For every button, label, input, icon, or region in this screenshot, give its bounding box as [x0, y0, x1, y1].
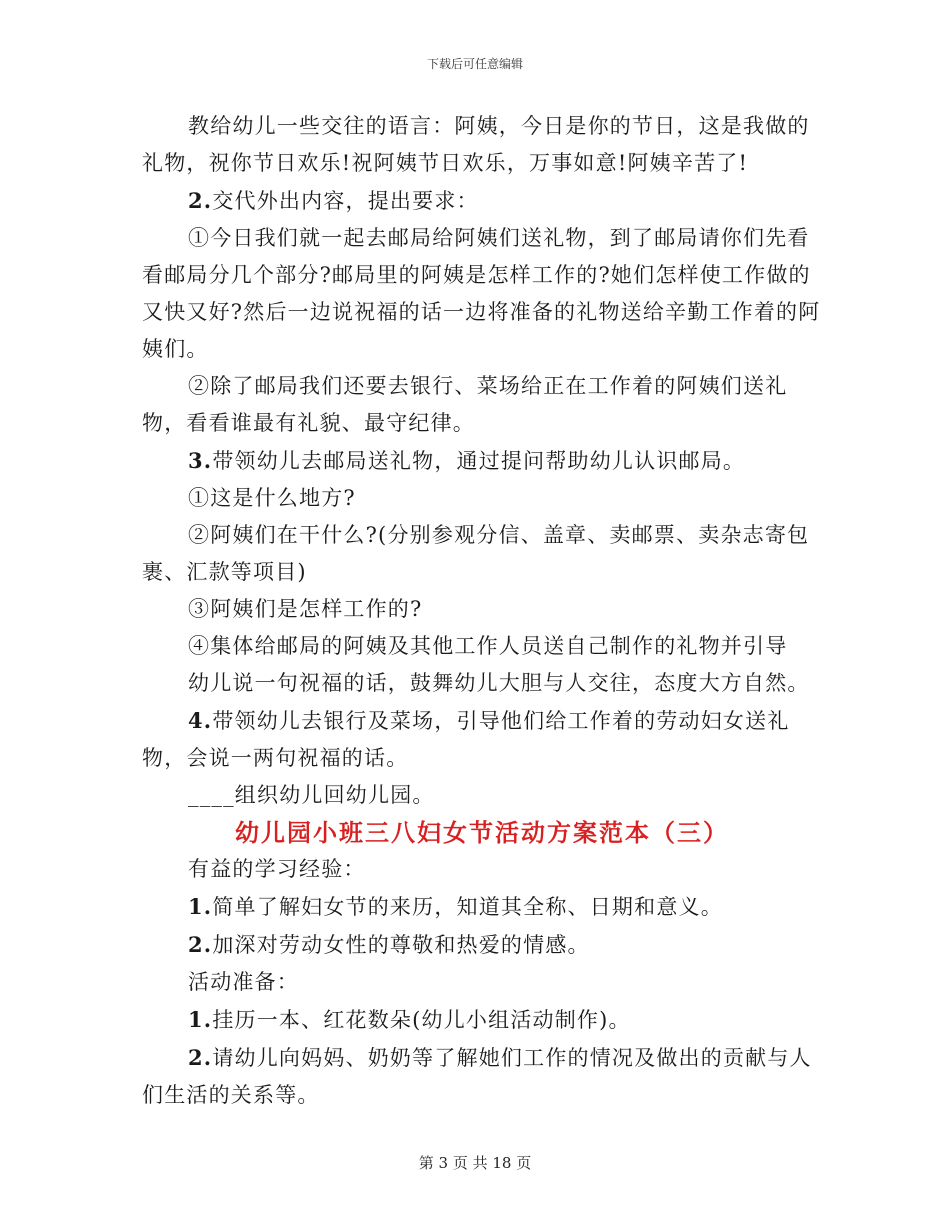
paragraph-text: 挂历一本、红花数朵(幼儿小组活动制作)。: [212, 1008, 631, 1032]
list-number: 2.: [188, 932, 213, 957]
paragraph: 教给幼儿一些交往的语言：阿姨，今日是你的节日，这是我做的礼物，祝你节日欢乐!祝阿姨节日欢乐，万事如意!阿姨辛苦了!: [142, 114, 810, 175]
list-number: 2.: [188, 1045, 213, 1070]
paragraph: ____组织幼儿回幼儿园。: [188, 783, 435, 807]
paragraph: 活动准备：: [188, 970, 299, 994]
paragraph: [142, 702, 822, 777]
paragraph-text: 带领幼儿去邮局送礼物，通过提问帮助幼儿认识邮局。: [212, 449, 746, 473]
paragraph: [142, 888, 822, 926]
paragraph: ②阿姨们在干什么?(分别参观分信、盖章、卖邮票、卖杂志寄包裹、汇款等项目): [142, 523, 810, 584]
document-body: [142, 108, 822, 1114]
list-number: 3.: [188, 448, 213, 473]
header-note: 下载后可任意编辑: [426, 57, 523, 71]
paragraph: ①今日我们就一起去邮局给阿姨们送礼物，到了邮局请你们先看看邮局分几个部分?邮局里的阿姨是怎样工作的?她们怎样使工作做的又快又好?然后一边说祝福的话一边将准备的礼物送给辛勤工作着的阿姨们。: [142, 226, 821, 361]
list-number: 2.: [188, 188, 213, 213]
page-footer: 第 3 页 共 18 页: [418, 1154, 532, 1172]
paragraph: ②除了邮局我们还要去银行、菜场给正在工作着的阿姨们送礼物，看看谁最有礼貌、最守纪律。: [142, 374, 788, 435]
paragraph: [142, 1039, 822, 1114]
paragraph: [142, 442, 822, 480]
paragraph: 幼儿说一句祝福的话，鼓舞幼儿大胆与人交往，态度大方自然。: [188, 671, 810, 695]
list-number: 1.: [188, 894, 213, 919]
paragraph: ④集体给邮局的阿姨及其他工作人员送自己制作的礼物并引导: [188, 634, 788, 658]
paragraph-text: 请幼儿向妈妈、奶奶等了解她们工作的情况及做出的贡献与人们生活的关系等。: [142, 1046, 812, 1107]
list-number: 4.: [188, 708, 213, 733]
paragraph-text: 简单了解妇女节的来历，知道其全称、日期和意义。: [212, 895, 723, 919]
paragraph-text: 加深对劳动女性的尊敬和热爱的情感。: [212, 933, 590, 957]
paragraph-text: 交代外出内容，提出要求：: [212, 189, 479, 213]
list-number: 1.: [188, 1007, 213, 1032]
paragraph: ③阿姨们是怎样工作的?: [188, 597, 423, 621]
paragraph: ①这是什么地方?: [188, 486, 356, 510]
section-title: 幼儿园小班三八妇女节活动方案范本（三）: [235, 818, 729, 847]
paragraph: [142, 1001, 822, 1039]
paragraph: 有益的学习经验：: [188, 857, 366, 881]
paragraph: [142, 182, 822, 220]
paragraph: [142, 926, 822, 964]
paragraph-text: 带领幼儿去银行及菜场，引导他们给工作着的劳动妇女送礼物，会说一两句祝福的话。: [142, 709, 790, 770]
